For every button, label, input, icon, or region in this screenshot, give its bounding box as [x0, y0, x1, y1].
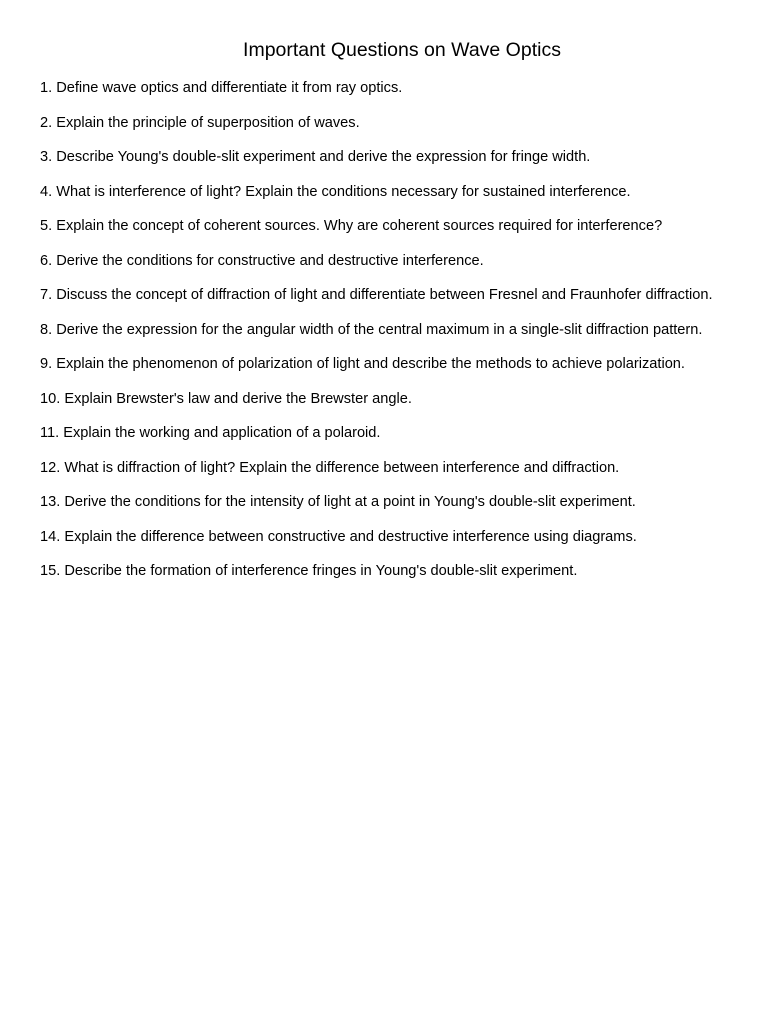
question-item: 14. Explain the difference between constructive and destructive interference using diagrams.: [40, 528, 637, 545]
question-item: 12. What is diffraction of light? Explain the difference between interference and diffraction.: [40, 459, 620, 476]
page-title: Important Questions on Wave Optics: [243, 39, 561, 61]
question-item: 3. Describe Young's double-slit experiment and derive the expression for fringe width.: [40, 149, 591, 165]
question-item: 7. Discuss the concept of diffraction of light and differentiate between Fresnel and Fraunhofer diffraction.: [40, 287, 713, 303]
question-item: 10. Explain Brewster's law and derive the Brewster angle.: [40, 390, 412, 407]
question-item: 6. Derive the conditions for constructive and destructive interference.: [40, 252, 484, 269]
question-item: 13. Derive the conditions for the intensity of light at a point in Young's double-slit experiment.: [40, 494, 636, 510]
question-item: 9. Explain the phenomenon of polarization of light and describe the methods to achieve polarization.: [40, 356, 685, 372]
question-list: [40, 71, 728, 589]
question-item: 4. What is interference of light? Explain the conditions necessary for sustained interference.: [40, 183, 631, 200]
question-item: 5. Explain the concept of coherent sources. Why are coherent sources required for interference?: [40, 218, 663, 234]
question-item: 2. Explain the principle of superposition of waves.: [40, 114, 360, 131]
question-item: 15. Describe the formation of interference fringes in Young's double-slit experiment.: [40, 563, 578, 579]
question-item: 8. Derive the expression for the angular width of the central maximum in a single-slit diffraction pattern.: [40, 321, 703, 338]
question-item: 11. Explain the working and application of a polaroid.: [40, 425, 381, 441]
question-item: 1. Define wave optics and differentiate it from ray optics.: [40, 80, 403, 96]
